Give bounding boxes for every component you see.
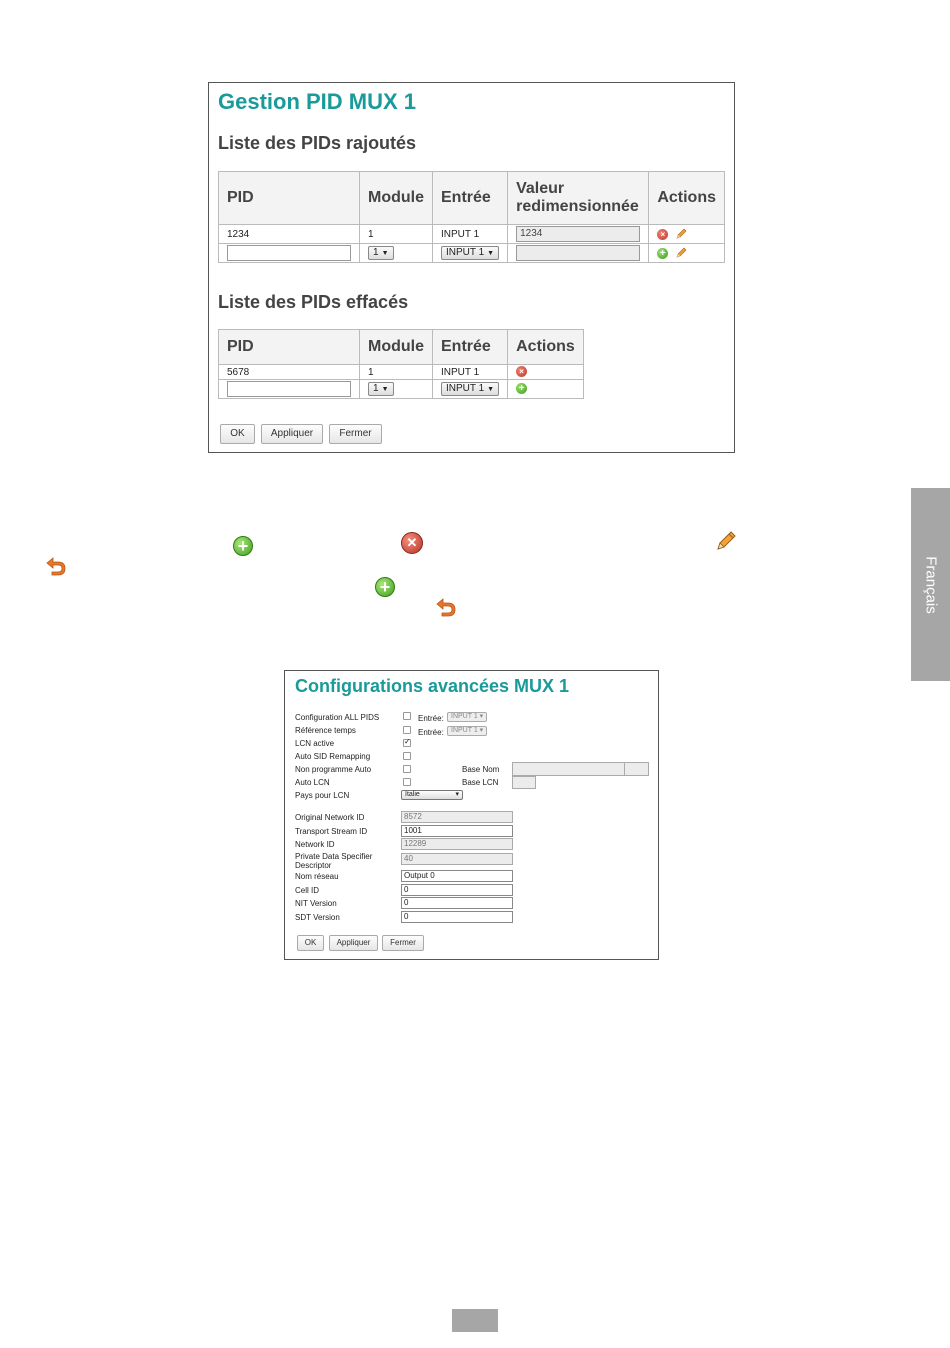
advanced-config-panel [284,670,659,960]
auto-sid-remapping-label: Auto SID Remapping [295,752,371,761]
new-pid-input[interactable] [227,381,351,397]
add-icon[interactable]: + [657,248,668,259]
pencil-icon[interactable] [675,228,687,240]
transport-stream-id-input[interactable]: 1001 [401,825,513,837]
column-header-pid: PID [219,172,360,225]
deleted-pids-heading: Liste des PIDs effacés [218,292,409,312]
ok-button[interactable]: OK [297,935,324,951]
new-resized-value-field[interactable] [516,245,640,261]
lcn-active-label: LCN active [295,739,335,748]
config-all-pids-label: Configuration ALL PIDS [295,713,380,722]
column-header-value: Valeur redimensionnée [508,172,649,225]
pid-cell: 1234 [219,225,360,244]
column-header-pid: PID [219,330,360,365]
base-name-label: Base Nom [462,765,500,774]
close-button[interactable]: Fermer [382,935,424,951]
network-id-input[interactable]: 12289 [401,838,513,850]
lcn-country-select[interactable] [401,790,463,800]
added-pids-table [218,171,725,263]
pid-management-panel [208,82,735,453]
transport-stream-id-label: Transport Stream ID [295,827,368,836]
base-lcn-input[interactable] [512,776,536,789]
sdt-version-input[interactable]: 0 [401,911,513,923]
private-data-specifier-label-line1: Private Data Specifier [295,852,373,861]
column-header-input: Entrée [433,330,508,365]
new-pid-row [219,244,725,263]
new-pid-row [219,380,584,399]
module-select[interactable]: 1 ▼ [368,382,394,396]
time-reference-input-select[interactable]: INPUT 1 ▾ [447,726,487,736]
input-select-value: INPUT 1 [446,383,485,394]
time-reference-checkbox[interactable] [403,726,411,734]
private-data-specifier-input[interactable]: 40 [401,853,513,865]
network-id-label: Network ID [295,840,335,849]
panel-title: Gestion PID MUX 1 [218,89,417,114]
add-icon: + [233,536,253,556]
undo-icon [435,597,457,617]
non-programme-auto-checkbox[interactable] [403,765,411,773]
input-label: Entrée: [418,714,444,723]
base-lcn-label: Base LCN [462,778,499,787]
select-value: INPUT 1 [451,727,478,734]
network-name-input[interactable]: Output 0 [401,870,513,882]
cell-id-input[interactable]: 0 [401,884,513,896]
column-header-actions: Actions [649,172,725,225]
base-name-suffix-input[interactable] [624,762,649,776]
input-select-value: INPUT 1 [446,247,485,258]
pencil-icon[interactable] [675,247,687,259]
auto-lcn-label: Auto LCN [295,778,330,787]
ok-button[interactable]: OK [220,424,255,444]
lcn-active-checkbox[interactable] [403,739,411,747]
module-select-value: 1 [373,247,379,258]
select-value: INPUT 1 [451,713,478,720]
column-header-module: Module [360,330,433,365]
new-pid-input[interactable] [227,245,351,261]
apply-button[interactable]: Appliquer [261,424,323,444]
deleted-pids-table [218,329,584,399]
table-row [219,365,584,380]
select-value: Italie [405,791,420,798]
network-name-label: Nom réseau [295,872,339,881]
nit-version-label: NIT Version [295,899,337,908]
panel-title: Configurations avancées MUX 1 [295,676,570,696]
delete-icon[interactable]: × [516,366,527,377]
base-name-input[interactable] [512,762,625,776]
cell-id-label: Cell ID [295,886,320,895]
config-all-pids-checkbox[interactable] [403,712,411,720]
input-label: Entrée: [418,728,444,737]
chevron-down-icon: ▾ [455,791,459,798]
input-select[interactable]: INPUT 1 ▼ [441,382,499,396]
private-data-specifier-label-line2: Descriptor [295,861,332,870]
config-all-pids-input-select[interactable]: INPUT 1 ▾ [447,712,487,722]
non-programme-auto-label: Non programme Auto [295,765,372,774]
close-button[interactable]: Fermer [329,424,382,444]
table-row [219,225,725,244]
add-icon[interactable]: + [516,383,527,394]
language-tab [911,488,950,681]
delete-icon[interactable]: × [657,229,668,240]
input-cell: INPUT 1 [433,225,508,244]
undo-icon [45,556,67,576]
delete-icon: ✕ [401,532,423,554]
auto-lcn-checkbox[interactable] [403,778,411,786]
column-header-actions: Actions [508,330,584,365]
apply-button[interactable]: Appliquer [329,935,378,951]
original-network-id-input[interactable]: 8572 [401,811,513,823]
nit-version-input[interactable]: 0 [401,897,513,909]
resized-value-field[interactable]: 1234 [516,226,640,242]
column-header-module: Module [360,172,433,225]
pid-cell: 5678 [219,365,360,380]
sdt-version-label: SDT Version [295,913,340,922]
input-select[interactable]: INPUT 1 ▼ [441,246,499,260]
added-pids-heading: Liste des PIDs rajoutés [218,133,417,153]
lcn-country-label: Pays pour LCN [295,791,350,800]
module-cell: 1 [360,365,433,380]
module-select[interactable]: 1 ▼ [368,246,394,260]
language-tab-label: Français [922,555,939,614]
column-header-input: Entrée [433,172,508,225]
module-select-value: 1 [373,383,379,394]
input-cell: INPUT 1 [433,365,508,380]
add-icon: + [375,577,395,597]
module-cell: 1 [360,225,433,244]
pencil-icon [715,530,737,552]
auto-sid-remapping-checkbox[interactable] [403,752,411,760]
page-number-box [452,1309,498,1332]
original-network-id-label: Original Network ID [295,813,365,822]
time-reference-label: Référence temps [295,726,356,735]
